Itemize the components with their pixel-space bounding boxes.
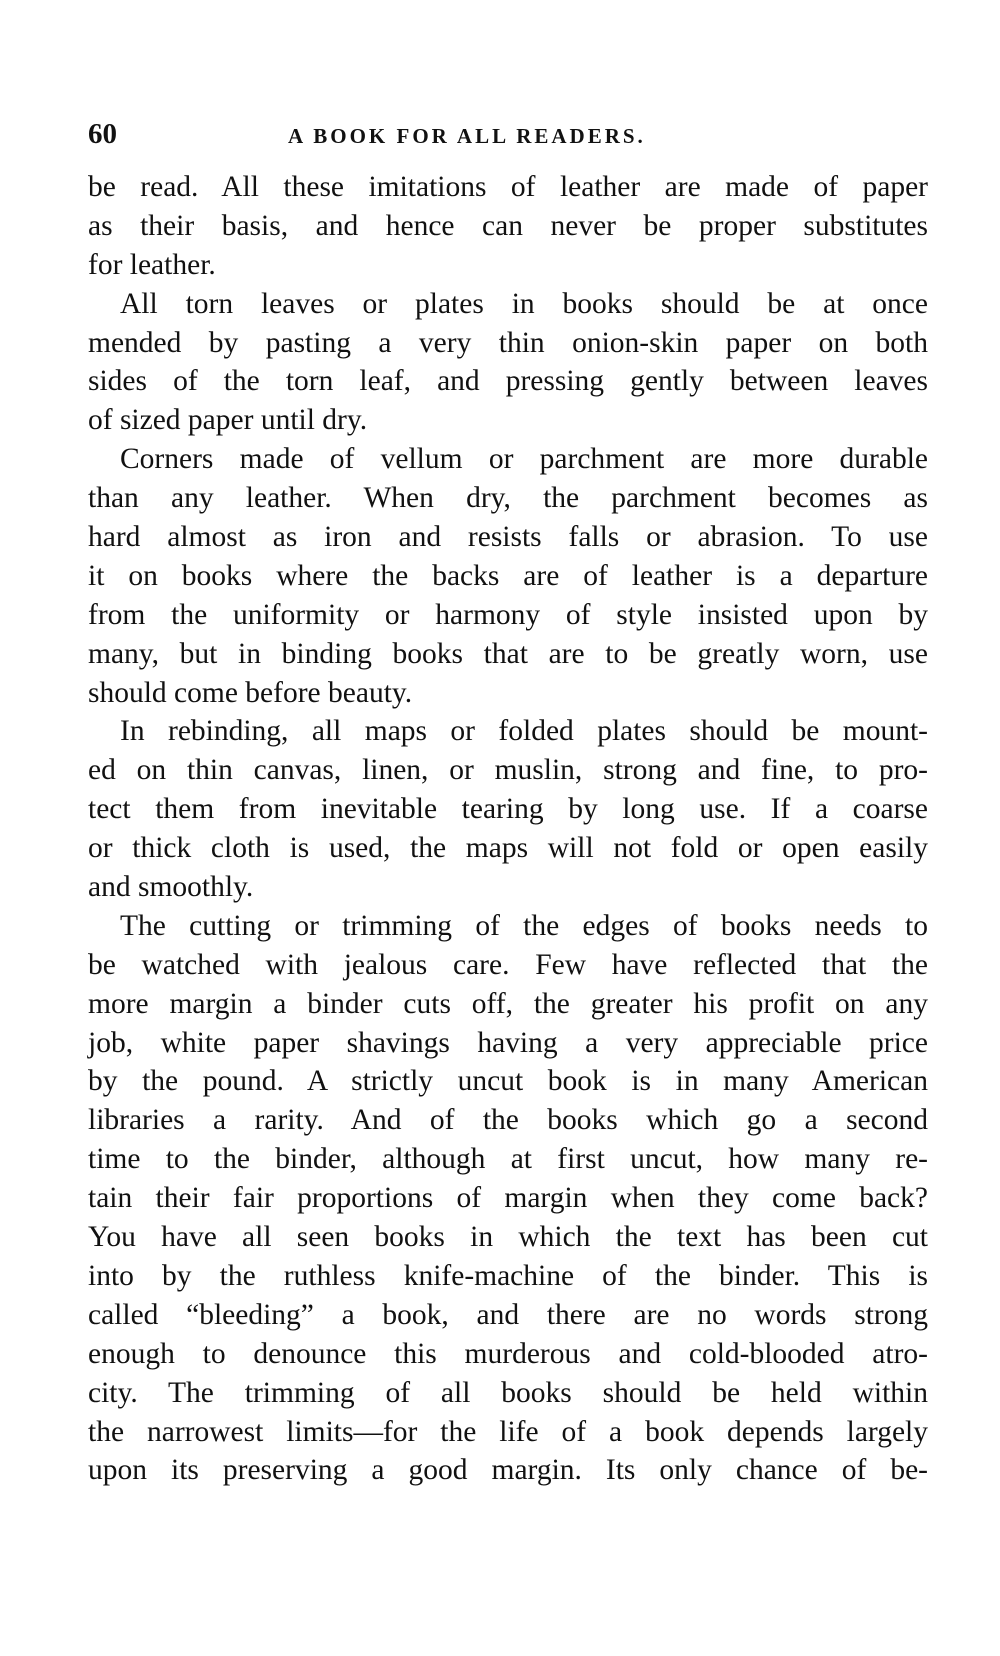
text-line: more margin a binder cuts off, the greater his profit on any [88, 987, 928, 1020]
text-line: time to the binder, although at first uncut, how many re- [88, 1143, 928, 1176]
paragraph-first-line: The cutting or trimming of the edges of books needs to [120, 909, 928, 942]
text-line: be watched with jealous care. Few have reflected that the [88, 948, 928, 981]
text-line: tect them from inevitable tearing by long use. If a coarse [88, 793, 928, 826]
text-line: many, but in binding books that are to be greatly worn, use [88, 637, 928, 670]
text-line: of sized paper until dry. [88, 404, 368, 437]
text-line: be read. All these imitations of leather are made of paper [88, 171, 928, 203]
paragraph-first-line: In rebinding, all maps or folded plates should be mount- [120, 715, 928, 748]
paragraph-first-line: Corners made of vellum or parchment are more durable [120, 443, 928, 476]
text-line: or thick cloth is used, the maps will not fold or open easily [88, 832, 928, 865]
body-text [88, 168, 928, 1490]
text-line: city. The trimming of all books should be held within [88, 1376, 928, 1409]
text-line: ed on thin canvas, linen, or muslin, strong and fine, to pro- [88, 754, 928, 787]
text-line: hard almost as iron and resists falls or abrasion. To use [88, 521, 928, 554]
running-head [88, 118, 928, 168]
text-line: from the uniformity or harmony of style insisted upon by [88, 598, 928, 631]
text-line: as their basis, and hence can never be proper substitutes [88, 209, 928, 242]
text-line: mended by pasting a very thin onion-skin paper on both [88, 326, 928, 359]
text-line: and smoothly. [88, 871, 254, 904]
text-line: it on books where the backs are of leather is a departure [88, 559, 928, 592]
text-line: into by the ruthless knife-machine of the binder. This is [88, 1259, 928, 1292]
text-line: You have all seen books in which the text has been cut [88, 1221, 928, 1254]
running-title: A BOOK FOR ALL READERS. [288, 124, 646, 148]
text-line: should come before beauty. [88, 676, 413, 709]
page-number: 60 [88, 118, 117, 150]
text-line: than any leather. When dry, the parchment becomes as [88, 482, 928, 515]
text-line: called “bleeding” a book, and there are no words strong [88, 1298, 928, 1331]
text-line: tain their fair proportions of margin when they come back? [88, 1182, 928, 1215]
paragraph-first-line: All torn leaves or plates in books should be at once [120, 287, 928, 320]
text-line: libraries a rarity. And of the books which go a second [88, 1104, 928, 1137]
text-line: enough to denounce this murderous and cold-blooded atro- [88, 1337, 928, 1370]
text-line: upon its preserving a good margin. Its only chance of be- [88, 1454, 928, 1487]
text-line: for leather. [88, 248, 216, 281]
text-line: sides of the torn leaf, and pressing gently between leaves [88, 365, 928, 398]
text-line: the narrowest limits—for the life of a book depends largely [88, 1415, 928, 1448]
text-line: by the pound. A strictly uncut book is in many American [88, 1065, 928, 1098]
book-page [88, 118, 928, 1490]
text-line: job, white paper shavings having a very appreciable price [88, 1026, 928, 1059]
